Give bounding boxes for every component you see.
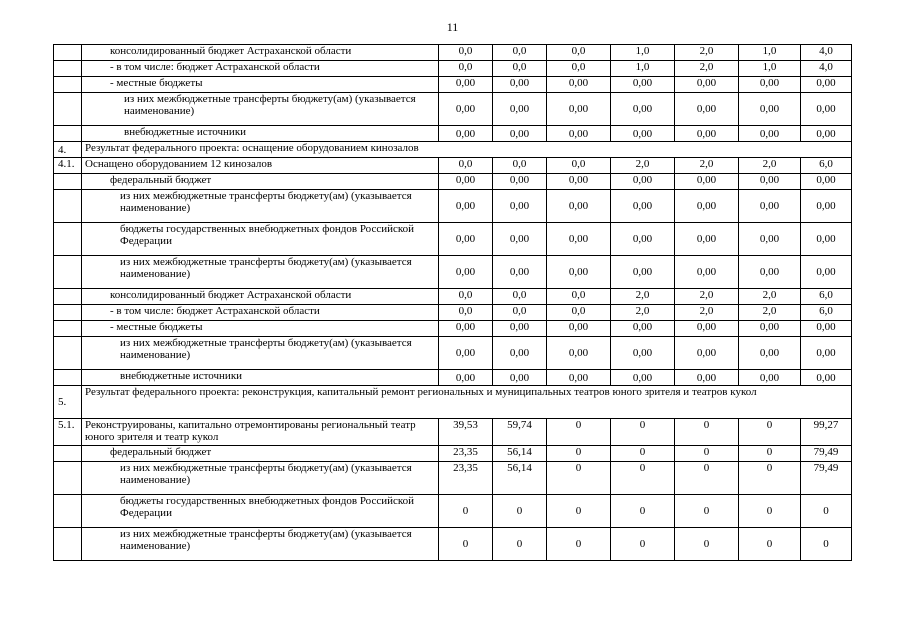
value-cell: 0,00 — [439, 370, 493, 386]
value-cell: 0,0 — [493, 158, 547, 174]
value-cell: 0 — [493, 495, 547, 528]
value-cell: 0 — [739, 495, 801, 528]
section-title: Результат федерального проекта: оснащение оборудованием кинозалов — [82, 142, 852, 158]
value-cell: 0,00 — [439, 174, 493, 190]
table-row — [54, 305, 852, 321]
table-row — [54, 126, 852, 142]
value-cell: 2,0 — [611, 305, 675, 321]
table-row — [54, 223, 852, 256]
value-cell: 0,00 — [493, 93, 547, 126]
table-row — [54, 337, 852, 370]
value-cell: 0,00 — [675, 126, 739, 142]
value-cell: 0,00 — [493, 174, 547, 190]
value-cell: 0,00 — [493, 223, 547, 256]
value-cell: 0 — [739, 462, 801, 495]
row-number — [54, 190, 82, 223]
row-number — [54, 61, 82, 77]
value-cell: 0,00 — [611, 223, 675, 256]
value-cell: 0 — [547, 462, 611, 495]
section-title: Результат федерального проекта: реконструкция, капитальный ремонт региональных и муниципальных театров юного зрителя и театров кукол — [82, 386, 852, 419]
value-cell: 0,00 — [801, 321, 852, 337]
value-cell: 0,00 — [493, 370, 547, 386]
value-cell: 2,0 — [611, 158, 675, 174]
value-cell: 2,0 — [675, 61, 739, 77]
value-cell: 0,00 — [493, 190, 547, 223]
row-number — [54, 174, 82, 190]
value-cell: 0,0 — [439, 61, 493, 77]
value-cell: 0,00 — [611, 321, 675, 337]
value-cell: 23,35 — [439, 446, 493, 462]
value-cell: 0,00 — [611, 256, 675, 289]
value-cell: 0,00 — [739, 93, 801, 126]
row-number: 5. — [54, 386, 82, 419]
value-cell: 0,00 — [675, 77, 739, 93]
value-cell: 6,0 — [801, 289, 852, 305]
value-cell: 0 — [439, 495, 493, 528]
value-cell: 0,00 — [439, 77, 493, 93]
value-cell: 0,00 — [739, 126, 801, 142]
value-cell: 0,00 — [439, 337, 493, 370]
value-cell: 0,00 — [439, 321, 493, 337]
value-cell: 0 — [611, 528, 675, 561]
value-cell: 0,0 — [439, 305, 493, 321]
value-cell: 0 — [739, 419, 801, 446]
value-cell: 0,00 — [739, 77, 801, 93]
value-cell: 0 — [801, 495, 852, 528]
value-cell: 0,00 — [547, 77, 611, 93]
value-cell: 0 — [547, 446, 611, 462]
value-cell: 0 — [675, 419, 739, 446]
row-label: из них межбюджетные трансферты бюджету(ам) (указывается наименование) — [82, 528, 439, 561]
value-cell: 2,0 — [675, 289, 739, 305]
table-row — [54, 419, 852, 446]
value-cell: 0,00 — [439, 126, 493, 142]
value-cell: 0,00 — [547, 321, 611, 337]
value-cell: 23,35 — [439, 462, 493, 495]
row-label: бюджеты государственных внебюджетных фондов Российской Федерации — [82, 495, 439, 528]
value-cell: 0 — [675, 528, 739, 561]
value-cell: 0,00 — [801, 190, 852, 223]
table-row — [54, 45, 852, 61]
row-label: из них межбюджетные трансферты бюджету(ам) (указывается наименование) — [82, 93, 439, 126]
row-number — [54, 321, 82, 337]
row-number — [54, 528, 82, 561]
value-cell: 0,0 — [439, 45, 493, 61]
value-cell: 0,00 — [675, 337, 739, 370]
value-cell: 2,0 — [675, 158, 739, 174]
row-number — [54, 495, 82, 528]
value-cell: 0 — [611, 446, 675, 462]
value-cell: 0,00 — [439, 223, 493, 256]
row-number — [54, 223, 82, 256]
value-cell: 0,00 — [547, 370, 611, 386]
row-label: - в том числе: бюджет Астраханской области — [82, 61, 439, 77]
row-label: внебюджетные источники — [82, 370, 439, 386]
table-row — [54, 190, 852, 223]
value-cell: 1,0 — [739, 45, 801, 61]
row-number — [54, 370, 82, 386]
value-cell: 1,0 — [739, 61, 801, 77]
row-label: из них межбюджетные трансферты бюджету(ам) (указывается наименование) — [82, 256, 439, 289]
value-cell: 0,00 — [675, 370, 739, 386]
value-cell: 59,74 — [493, 419, 547, 446]
value-cell: 0 — [675, 462, 739, 495]
row-number — [54, 289, 82, 305]
value-cell: 0,00 — [801, 337, 852, 370]
row-label: из них межбюджетные трансферты бюджету(ам) (указывается наименование) — [82, 190, 439, 223]
value-cell: 0,00 — [547, 190, 611, 223]
value-cell: 0,00 — [611, 93, 675, 126]
value-cell: 0,00 — [493, 77, 547, 93]
row-label: бюджеты государственных внебюджетных фондов Российской Федерации — [82, 223, 439, 256]
value-cell: 79,49 — [801, 446, 852, 462]
value-cell: 0,0 — [493, 305, 547, 321]
value-cell: 0,00 — [801, 93, 852, 126]
value-cell: 0 — [547, 528, 611, 561]
section-header-row — [54, 142, 852, 158]
section-header-row — [54, 386, 852, 419]
value-cell: 0,00 — [739, 370, 801, 386]
value-cell: 0,00 — [493, 126, 547, 142]
value-cell: 0,00 — [547, 337, 611, 370]
table-row — [54, 174, 852, 190]
value-cell: 0,00 — [547, 93, 611, 126]
table-row — [54, 528, 852, 561]
value-cell: 2,0 — [739, 289, 801, 305]
table-row — [54, 321, 852, 337]
table-row — [54, 77, 852, 93]
value-cell: 0,0 — [439, 289, 493, 305]
value-cell: 0,0 — [493, 289, 547, 305]
value-cell: 0,00 — [739, 321, 801, 337]
value-cell: 2,0 — [739, 158, 801, 174]
value-cell: 0 — [739, 446, 801, 462]
value-cell: 0,00 — [801, 370, 852, 386]
value-cell: 0,00 — [611, 190, 675, 223]
value-cell: 0,00 — [611, 126, 675, 142]
value-cell: 0,00 — [801, 77, 852, 93]
value-cell: 0,00 — [801, 174, 852, 190]
row-number — [54, 256, 82, 289]
row-label: федеральный бюджет — [82, 174, 439, 190]
value-cell: 0,00 — [611, 174, 675, 190]
value-cell: 0,00 — [675, 93, 739, 126]
row-label: из них межбюджетные трансферты бюджету(ам) (указывается наименование) — [82, 337, 439, 370]
value-cell: 0,00 — [675, 321, 739, 337]
value-cell: 0 — [611, 419, 675, 446]
value-cell: 0,00 — [493, 337, 547, 370]
value-cell: 0,0 — [547, 305, 611, 321]
value-cell: 0 — [493, 528, 547, 561]
value-cell: 0,00 — [675, 174, 739, 190]
value-cell: 0,0 — [439, 158, 493, 174]
row-label: федеральный бюджет — [82, 446, 439, 462]
value-cell: 0,00 — [439, 93, 493, 126]
value-cell: 0 — [611, 495, 675, 528]
row-number — [54, 462, 82, 495]
value-cell: 0,00 — [611, 77, 675, 93]
row-number — [54, 45, 82, 61]
value-cell: 39,53 — [439, 419, 493, 446]
value-cell: 0,0 — [547, 158, 611, 174]
value-cell: 0,00 — [739, 337, 801, 370]
value-cell: 0,00 — [739, 223, 801, 256]
row-number — [54, 446, 82, 462]
value-cell: 6,0 — [801, 158, 852, 174]
value-cell: 0 — [739, 528, 801, 561]
value-cell: 4,0 — [801, 45, 852, 61]
value-cell: 1,0 — [611, 45, 675, 61]
value-cell: 79,49 — [801, 462, 852, 495]
value-cell: 0,00 — [611, 337, 675, 370]
row-number: 4. — [54, 142, 82, 158]
value-cell: 0,00 — [611, 370, 675, 386]
value-cell: 0 — [801, 528, 852, 561]
row-number: 4.1. — [54, 158, 82, 174]
table-row — [54, 370, 852, 386]
value-cell: 56,14 — [493, 446, 547, 462]
row-label: - местные бюджеты — [82, 321, 439, 337]
row-label: - в том числе: бюджет Астраханской области — [82, 305, 439, 321]
value-cell: 2,0 — [611, 289, 675, 305]
table-row — [54, 289, 852, 305]
value-cell: 0,00 — [801, 223, 852, 256]
value-cell: 0 — [675, 495, 739, 528]
row-number — [54, 77, 82, 93]
row-number: 5.1. — [54, 419, 82, 446]
row-label: консолидированный бюджет Астраханской области — [82, 45, 439, 61]
value-cell: 0,00 — [493, 321, 547, 337]
value-cell: 0,00 — [675, 223, 739, 256]
value-cell: 0,00 — [439, 190, 493, 223]
value-cell: 0,00 — [739, 174, 801, 190]
row-label: консолидированный бюджет Астраханской области — [82, 289, 439, 305]
value-cell: 0,00 — [739, 256, 801, 289]
table-row — [54, 495, 852, 528]
value-cell: 0,00 — [439, 256, 493, 289]
value-cell: 6,0 — [801, 305, 852, 321]
value-cell: 0,00 — [675, 256, 739, 289]
value-cell: 56,14 — [493, 462, 547, 495]
value-cell: 0 — [439, 528, 493, 561]
table-row — [54, 446, 852, 462]
table-row — [54, 93, 852, 126]
value-cell: 2,0 — [739, 305, 801, 321]
value-cell: 0,0 — [547, 289, 611, 305]
row-number — [54, 126, 82, 142]
value-cell: 0 — [547, 419, 611, 446]
value-cell: 2,0 — [675, 305, 739, 321]
row-label: Оснащено оборудованием 12 кинозалов — [82, 158, 439, 174]
row-number — [54, 337, 82, 370]
row-label: внебюджетные источники — [82, 126, 439, 142]
value-cell: 0 — [675, 446, 739, 462]
value-cell: 0,00 — [801, 256, 852, 289]
value-cell: 2,0 — [675, 45, 739, 61]
table-row — [54, 462, 852, 495]
value-cell: 1,0 — [611, 61, 675, 77]
value-cell: 99,27 — [801, 419, 852, 446]
value-cell: 4,0 — [801, 61, 852, 77]
value-cell: 0,00 — [547, 256, 611, 289]
table-row — [54, 61, 852, 77]
value-cell: 0,00 — [801, 126, 852, 142]
row-label: - местные бюджеты — [82, 77, 439, 93]
value-cell: 0,0 — [493, 61, 547, 77]
table-row — [54, 158, 852, 174]
value-cell: 0,0 — [547, 45, 611, 61]
value-cell: 0 — [611, 462, 675, 495]
row-label: из них межбюджетные трансферты бюджету(ам) (указывается наименование) — [82, 462, 439, 495]
budget-table — [53, 44, 852, 561]
value-cell: 0,0 — [493, 45, 547, 61]
value-cell: 0,00 — [547, 126, 611, 142]
page-number: 11 — [446, 20, 459, 34]
row-number — [54, 305, 82, 321]
row-label: Реконструированы, капитально отремонтированы региональный театр юного зрителя и театр кукол — [82, 419, 439, 446]
value-cell: 0,00 — [547, 223, 611, 256]
value-cell: 0,00 — [493, 256, 547, 289]
table-row — [54, 256, 852, 289]
value-cell: 0,00 — [675, 190, 739, 223]
value-cell: 0,00 — [547, 174, 611, 190]
value-cell: 0 — [547, 495, 611, 528]
row-number — [54, 93, 82, 126]
value-cell: 0,0 — [547, 61, 611, 77]
value-cell: 0,00 — [739, 190, 801, 223]
